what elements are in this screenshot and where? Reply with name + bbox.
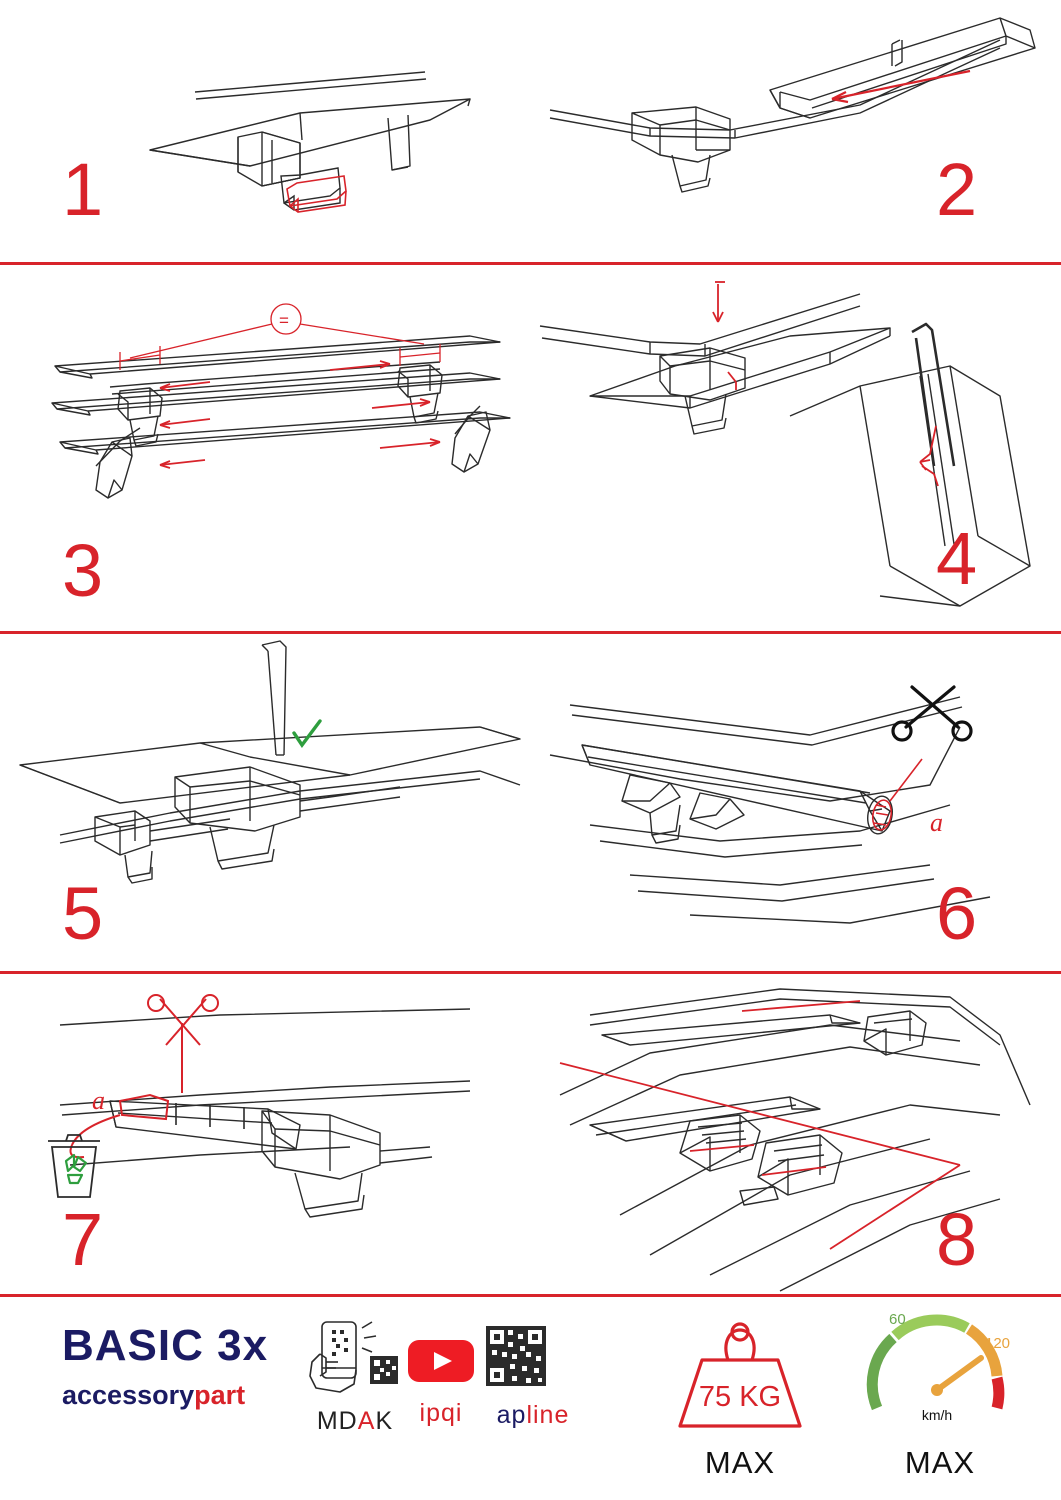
step-1-number: 1 [62,148,104,231]
logo-mdak[interactable] [300,1318,410,1436]
step-panel-4 [530,266,1061,631]
brand-subtitle-first: accessory [62,1380,195,1410]
step-5-illustration [0,635,530,971]
max-load-block [650,1308,830,1481]
brand-block [62,1321,269,1410]
brand-title [62,1321,269,1370]
qr-code-icon [478,1322,588,1390]
step-8-illustration [530,975,1061,1294]
step-2-illustration [530,0,1061,262]
step-8-number: 8 [936,1198,978,1281]
step-panel-8 [530,975,1061,1294]
step-7-number: 7 [62,1198,104,1281]
brand-title-qty: 3x [217,1321,269,1370]
step-6-number: 6 [936,872,978,955]
step-4-number: 4 [936,517,978,600]
brand-title-main: BASIC [62,1321,204,1370]
speed-tick-low: 60 [889,1311,906,1328]
logo-apline[interactable] [478,1322,588,1430]
speed-unit: km/h [921,1407,953,1423]
weight-icon [650,1308,830,1438]
logo-caption-ipqi: ipqi [419,1399,463,1427]
step-6-illustration [530,635,1061,971]
step-panel-6 [530,635,1061,971]
section-divider-2 [0,631,1061,634]
step-1-illustration [0,0,530,262]
max-speed-block [855,1304,1025,1481]
step-4-illustration [530,266,1061,631]
step-panel-3 [0,266,530,631]
step-7-illustration [0,975,530,1294]
step-7-callout-a: a [92,1086,105,1115]
step-panel-1 [0,0,530,262]
step-panel-5 [0,635,530,971]
footer [0,1300,1061,1500]
max-load-value: 75 KG [698,1381,782,1413]
hand-phone-qr-icon [300,1318,410,1396]
brand-subtitle [62,1382,268,1409]
speedometer-icon [855,1304,1025,1438]
step-3-number: 3 [62,529,104,612]
step-3-illustration [0,266,530,631]
max-load-label: MAX [704,1445,776,1480]
section-divider-4 [0,1294,1061,1297]
step-6-callout-a: a [930,808,943,837]
section-divider-1 [0,262,1061,265]
logo-caption-mdak: MDAK [316,1407,394,1435]
brand-subtitle-second: part [194,1380,246,1410]
logo-ipqi[interactable] [398,1332,484,1428]
speed-tick-high: 120 [985,1335,1011,1352]
step-panel-2 [530,0,1061,262]
max-speed-label: MAX [904,1445,976,1480]
section-divider-3 [0,971,1061,974]
step-2-number: 2 [936,148,978,231]
logo-caption-apline: apline [496,1401,570,1429]
step-5-number: 5 [62,872,104,955]
step-panel-7 [0,975,530,1294]
step-3-equal-marker: = [279,311,289,330]
youtube-icon [398,1332,484,1388]
